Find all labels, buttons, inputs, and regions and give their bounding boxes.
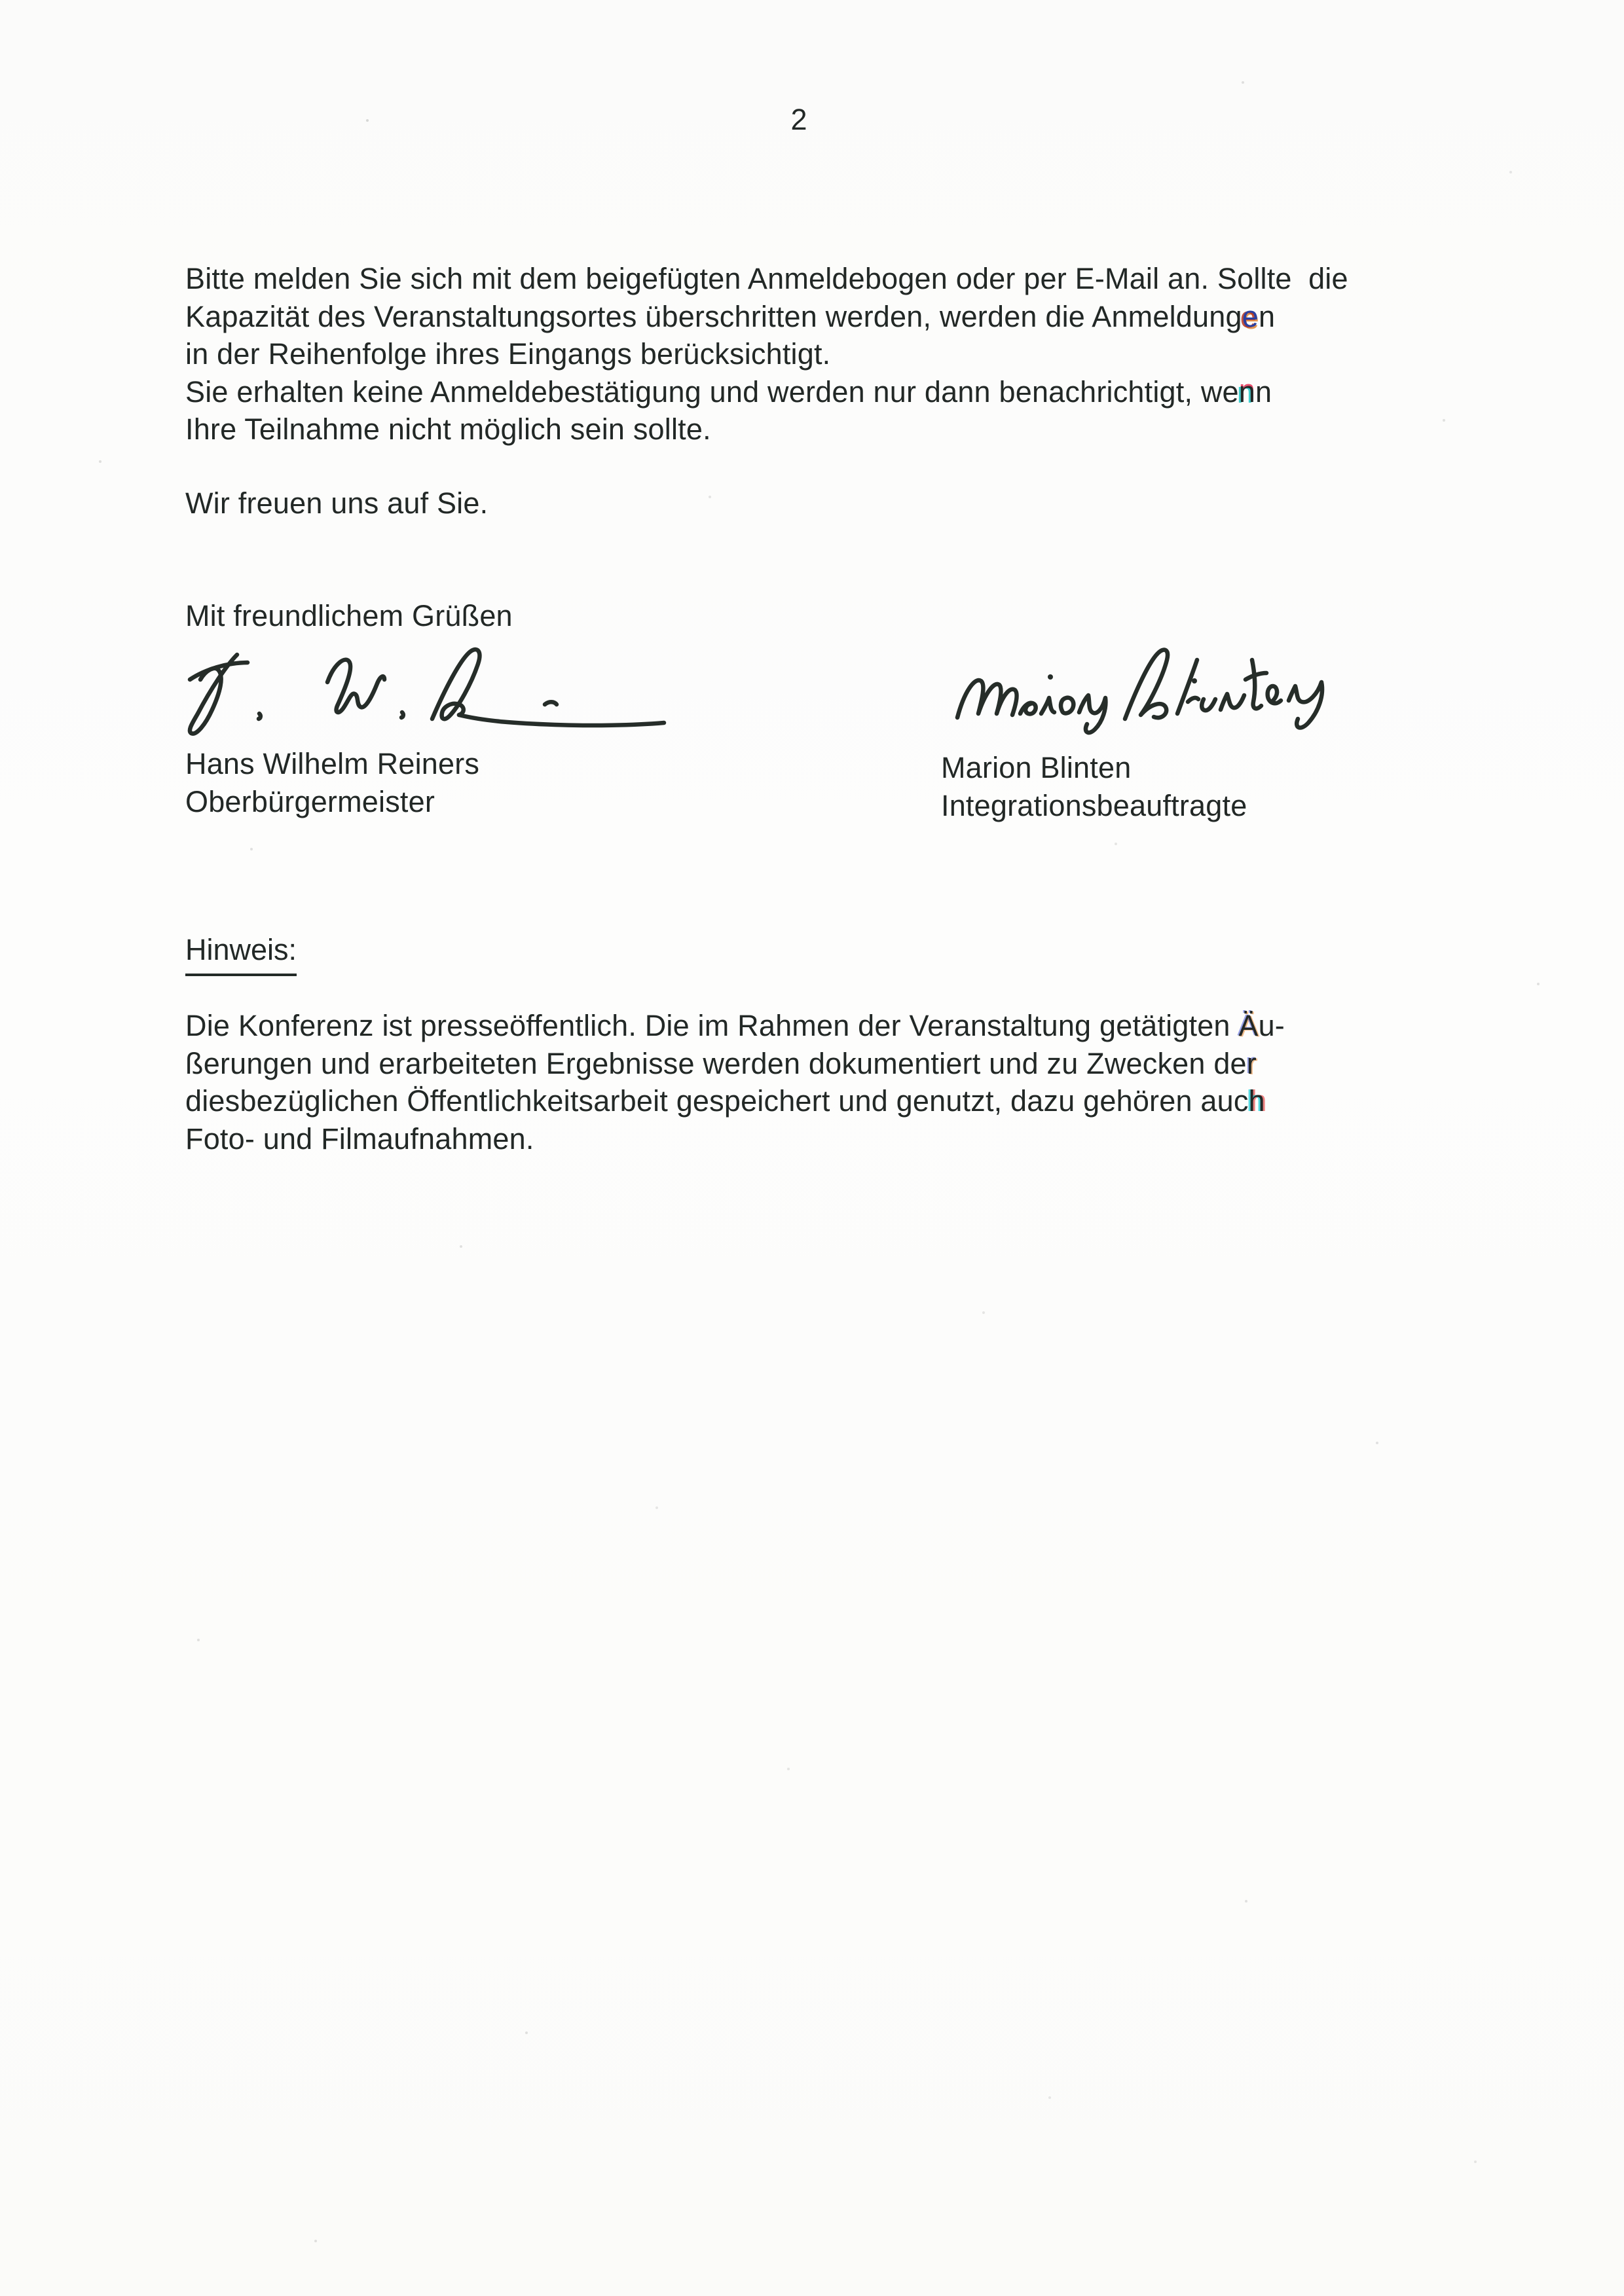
handwritten-signature-right <box>938 640 1350 745</box>
signatory-title: Integrationsbeauftragte <box>941 788 1247 822</box>
paragraph-line: Mit freundlichem Grüßen <box>185 599 513 632</box>
paragraph-line: Wir freuen uns auf Sie. <box>185 486 489 520</box>
line-text: Die Konferenz ist presseöffentlich. Die im Rahmen der Veranstaltung getätigten <box>185 1009 1239 1042</box>
scan-color-artifact-letter: Ä <box>1238 1009 1259 1042</box>
line-text: n <box>1258 299 1276 333</box>
scan-color-artifact-letter: r <box>1246 1046 1257 1080</box>
paragraph-line: Foto- und Filmaufnahmen. <box>185 1121 534 1156</box>
line-text: Sie erhalten keine Anmeldebestätigung und werden nur dann benachrichtigt, we <box>185 374 1239 409</box>
registration-paragraph <box>185 260 1348 448</box>
page-number: 2 <box>790 103 807 136</box>
scan-speckle-layer <box>0 0 1 1</box>
line-text: n <box>1255 374 1272 409</box>
paragraph-line <box>185 1082 1285 1120</box>
line-text: diesbezüglichen Öffentlichkeitsarbeit gespeichert und genutzt, dazu gehören auc <box>185 1084 1249 1118</box>
paragraph-line <box>185 1007 1285 1045</box>
paragraph-line <box>185 1045 1285 1083</box>
paragraph-line: in der Reihenfolge ihres Eingangs berücksichtigt. <box>185 337 831 371</box>
signatory-name: Hans Wilhelm Reiners <box>185 747 480 780</box>
scan-color-artifact-letter: e <box>1242 299 1259 333</box>
scan-color-artifact-letter: n <box>1238 374 1256 409</box>
paragraph-line <box>185 298 1348 336</box>
paragraph-line <box>185 373 1348 411</box>
handwritten-signature-left <box>172 642 669 740</box>
notice-heading: Hinweis: <box>185 931 297 976</box>
salutation-line <box>185 597 513 635</box>
signatory-left <box>185 745 479 820</box>
notice-paragraph <box>185 1007 1285 1157</box>
signatory-right <box>941 749 1247 824</box>
paragraph-line: Ihre Teilnahme nicht möglich sein sollte. <box>185 412 711 446</box>
line-text: Kapazität des Veranstaltungsortes überschritten werden, werden die Anmeldung <box>185 299 1242 333</box>
signatory-title: Oberbürgermeister <box>185 784 435 818</box>
scan-color-artifact-letter: h <box>1248 1084 1265 1118</box>
paragraph-line: Bitte melden Sie sich mit dem beigefügten Anmeldebogen oder per E-Mail an. Sollte die <box>185 262 1348 295</box>
line-text: ßerungen und erarbeiteten Ergebnisse werden dokumentiert und zu Zwecken de <box>185 1046 1247 1080</box>
line-text: u- <box>1258 1009 1285 1042</box>
anticipation-line <box>185 484 488 522</box>
signatory-name: Marion Blinten <box>941 751 1132 784</box>
